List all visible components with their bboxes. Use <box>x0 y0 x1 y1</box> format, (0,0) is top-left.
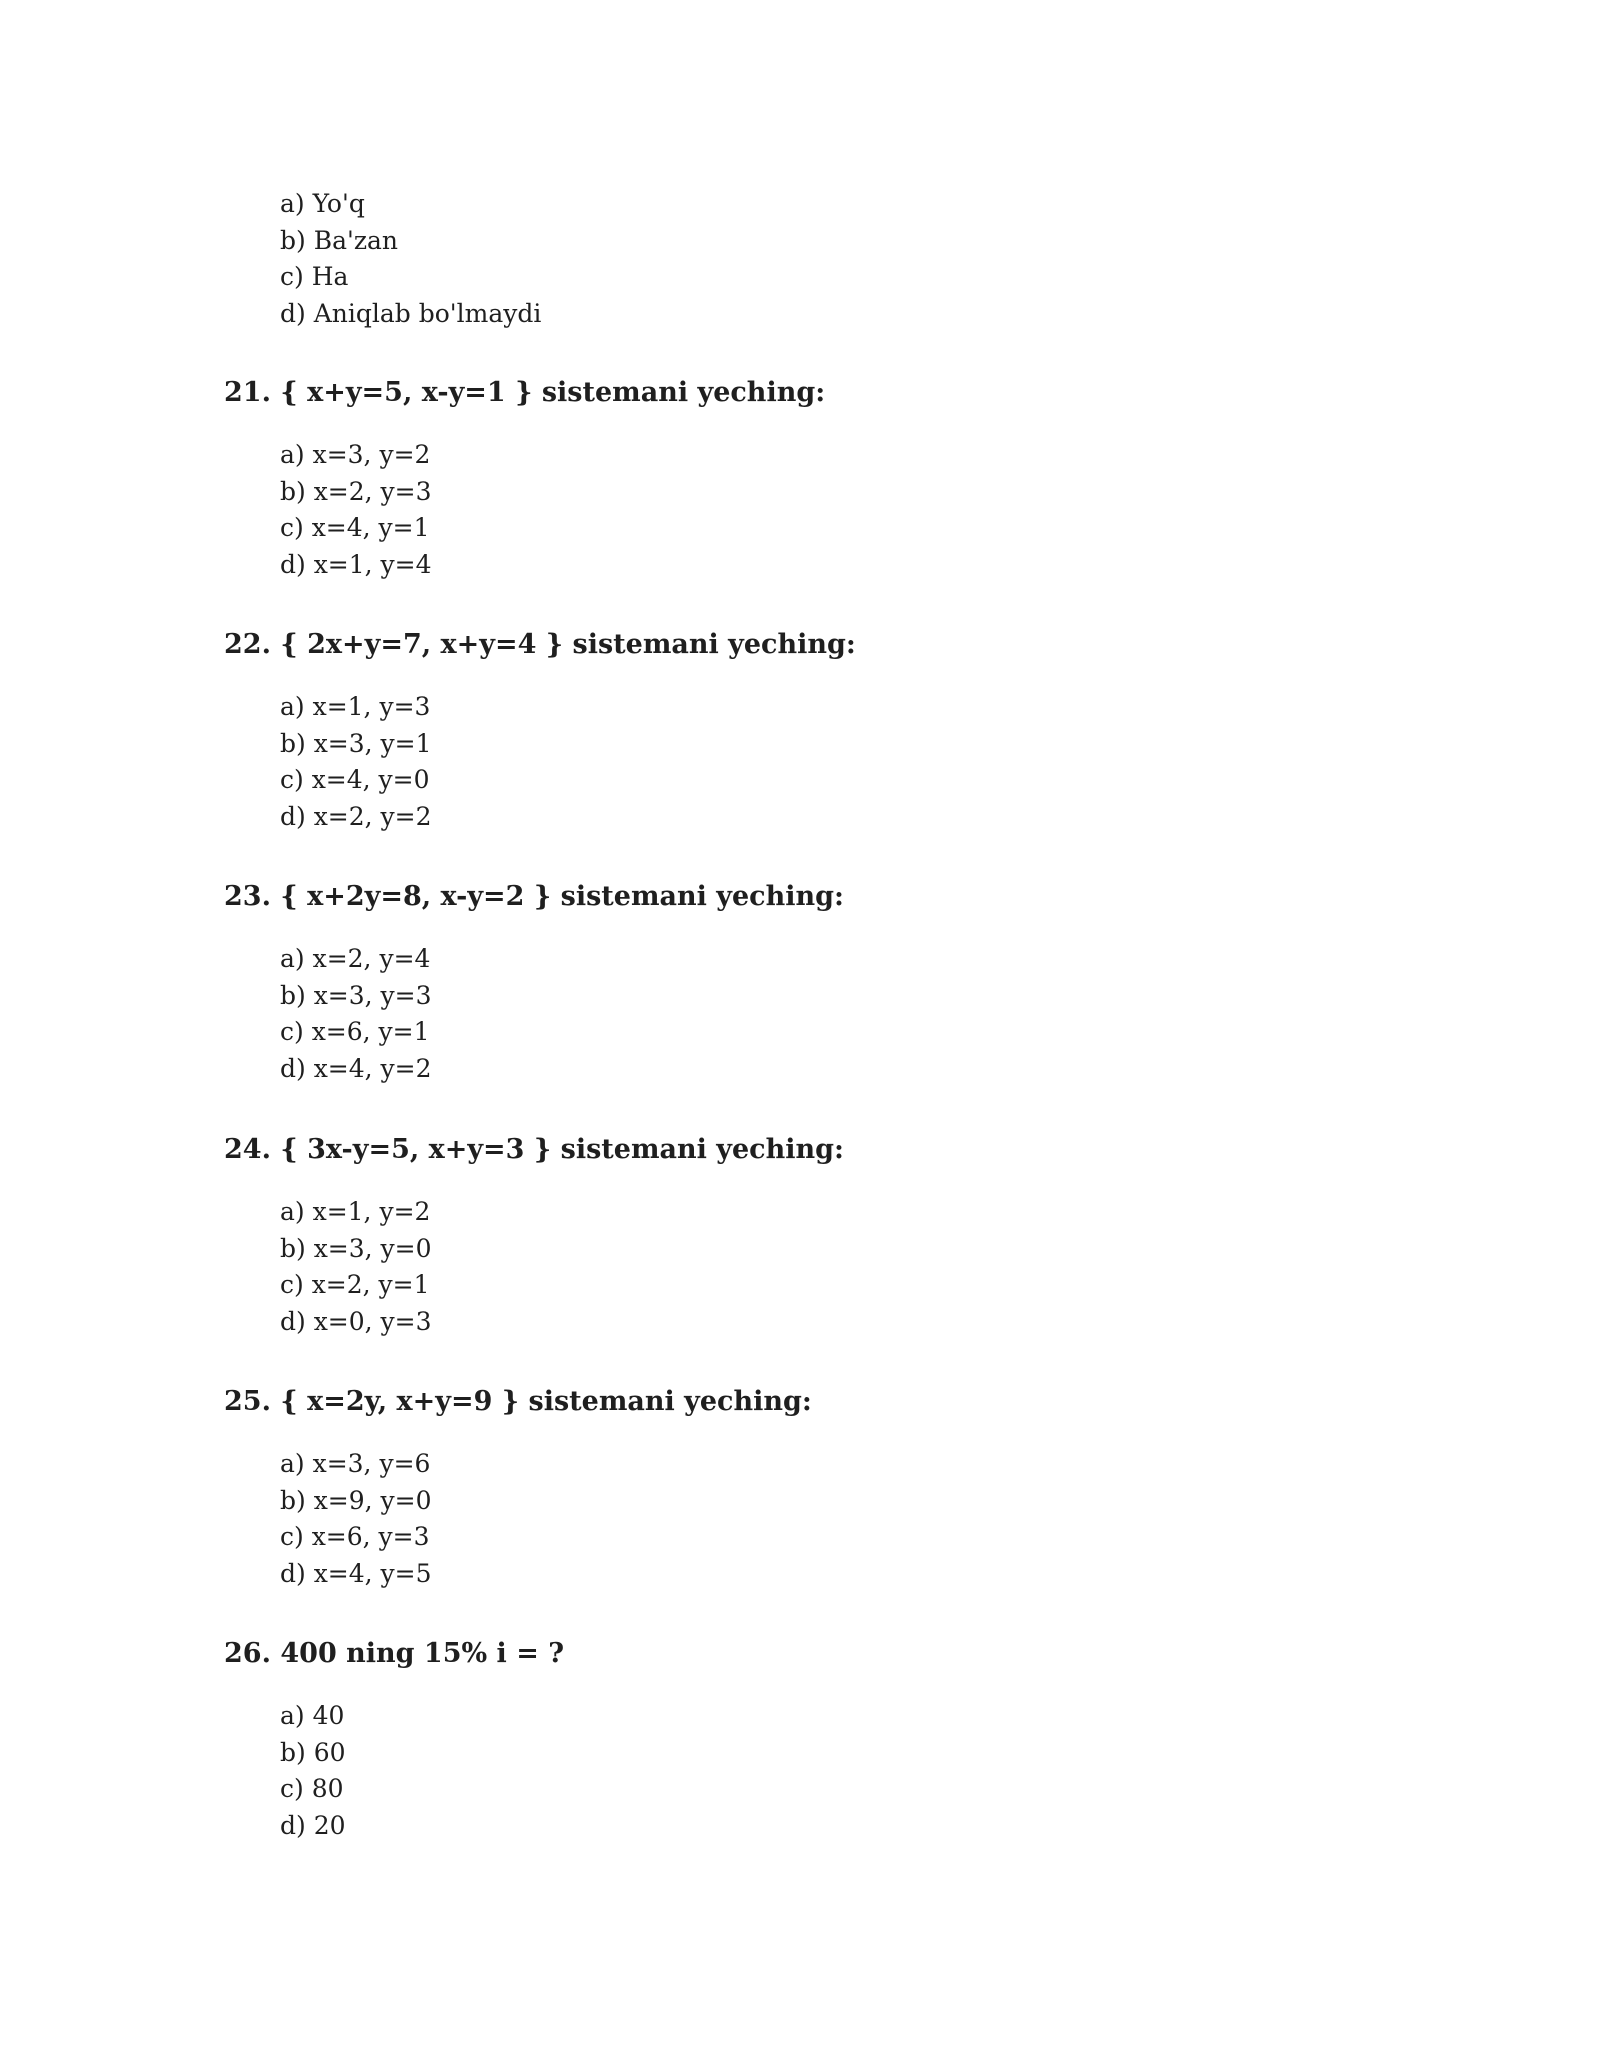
option-a: a) x=1, y=2 <box>280 1197 431 1226</box>
option-c: c) x=4, y=0 <box>280 765 430 794</box>
option-c: c) Ha <box>280 262 349 291</box>
option-d: d) x=1, y=4 <box>280 549 432 579</box>
option-d: d) x=2, y=2 <box>280 801 432 831</box>
question-25-title: 25. { x=2y, x+y=9 } sistemani yeching: <box>224 1386 812 1417</box>
option-d: d) x=0, y=3 <box>280 1306 432 1336</box>
option-c: c) x=6, y=3 <box>280 1522 430 1551</box>
option-d: d) x=4, y=2 <box>280 1053 432 1083</box>
option-b: b) Ba'zan <box>280 225 399 255</box>
option-a: a) x=3, y=6 <box>280 1449 431 1478</box>
question-24-title: 24. { 3x-y=5, x+y=3 } sistemani yeching: <box>224 1134 844 1165</box>
option-c: c) x=4, y=1 <box>280 513 430 542</box>
option-d: d) x=4, y=5 <box>280 1558 432 1588</box>
question-23-title: 23. { x+2y=8, x-y=2 } sistemani yeching: <box>224 881 844 912</box>
question-21-options <box>280 437 432 583</box>
option-a: a) 40 <box>280 1701 345 1730</box>
question-24-options <box>280 1194 432 1340</box>
question-21-title: 21. { x+y=5, x-y=1 } sistemani yeching: <box>224 377 826 408</box>
question-25-options <box>280 1446 432 1592</box>
question-23-options <box>280 941 432 1087</box>
option-b: b) 60 <box>280 1737 346 1767</box>
option-b: b) x=3, y=1 <box>280 728 432 758</box>
question-22-options <box>280 689 432 835</box>
option-a: a) x=1, y=3 <box>280 692 431 721</box>
option-c: c) x=2, y=1 <box>280 1270 430 1299</box>
option-a: a) x=2, y=4 <box>280 944 431 973</box>
question-26-options <box>280 1698 346 1844</box>
option-b: b) x=2, y=3 <box>280 476 432 506</box>
option-a: a) Yo'q <box>280 189 365 218</box>
option-c: c) x=6, y=1 <box>280 1017 430 1046</box>
option-a: a) x=3, y=2 <box>280 440 431 469</box>
option-b: b) x=9, y=0 <box>280 1485 432 1515</box>
option-c: c) 80 <box>280 1774 344 1803</box>
previous-question-options <box>280 186 541 332</box>
question-22-title: 22. { 2x+y=7, x+y=4 } sistemani yeching: <box>224 629 856 660</box>
option-b: b) x=3, y=3 <box>280 980 432 1010</box>
option-d: d) 20 <box>280 1810 346 1840</box>
question-26-title: 26. 400 ning 15% i = ? <box>224 1638 565 1669</box>
option-b: b) x=3, y=0 <box>280 1233 432 1263</box>
option-d: d) Aniqlab bo'lmaydi <box>280 298 542 328</box>
